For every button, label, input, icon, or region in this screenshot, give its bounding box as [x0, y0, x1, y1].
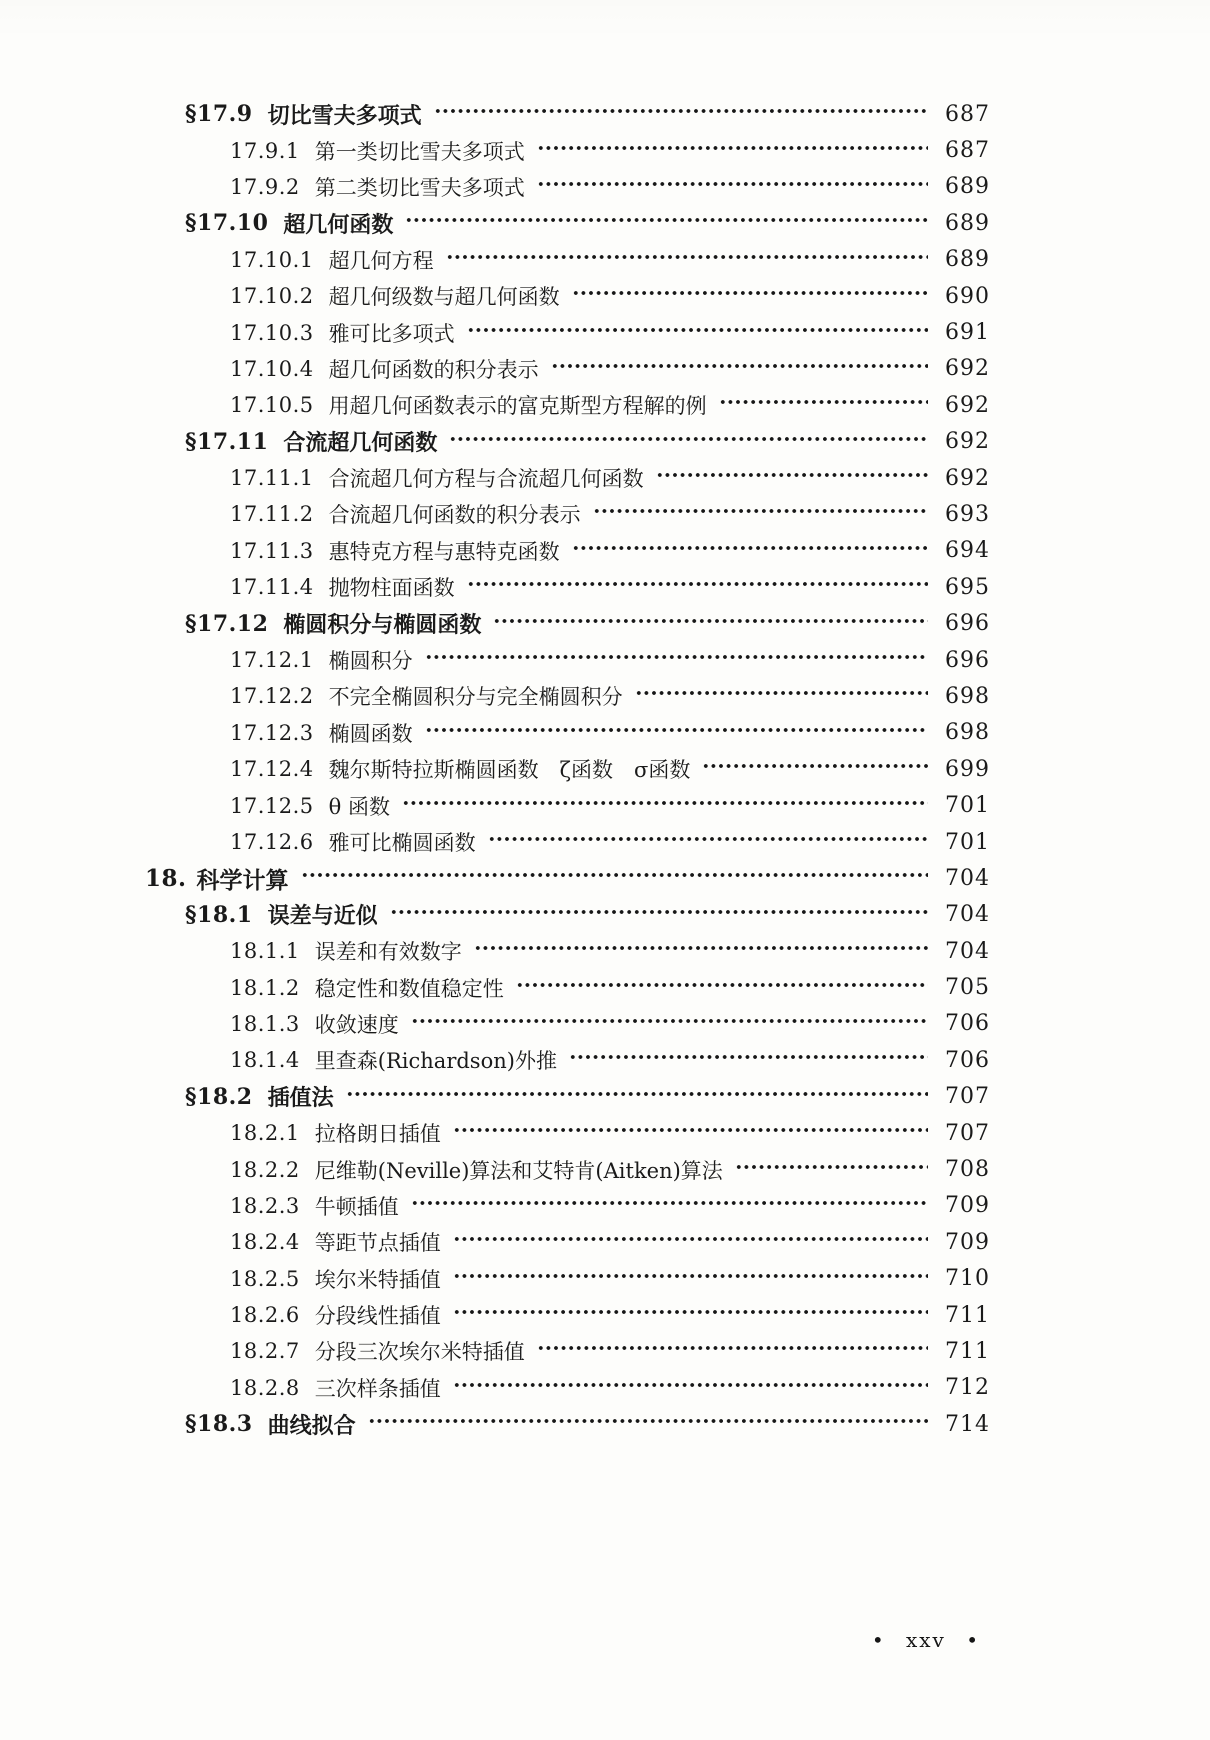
- toc-entry: [0, 1151, 1210, 1187]
- toc-entry-page: 689: [945, 174, 990, 200]
- toc-entry-page: 689: [945, 247, 990, 273]
- toc-entry: [0, 278, 1210, 314]
- toc-entry-number: 17.10.3: [230, 320, 314, 345]
- dot-leader: [537, 145, 928, 151]
- toc-entry-number: 18.2.4: [230, 1230, 300, 1255]
- toc-entry-number: 18.2.5: [230, 1266, 300, 1291]
- toc-entry-number: §17.9: [185, 101, 253, 128]
- toc-entry-title: 椭圆函数: [328, 721, 413, 746]
- toc-entry-page: 704: [945, 902, 990, 928]
- toc-entry: [0, 605, 1210, 641]
- toc-entry-title: 雅可比椭圆函数: [328, 831, 476, 855]
- toc-entry: [0, 1079, 1210, 1115]
- dot-leader: [434, 108, 928, 114]
- toc-entry: [0, 824, 1210, 860]
- toc-entry-number: 18.2.8: [230, 1375, 300, 1400]
- toc-entry-number: 17.12.2: [230, 684, 314, 709]
- dot-leader: [656, 472, 928, 478]
- toc-entry-title: 超几何函数: [283, 211, 394, 238]
- toc-entry-title: 插值法: [267, 1085, 334, 1112]
- toc-entry: [0, 1115, 1210, 1151]
- dot-leader: [368, 1418, 928, 1424]
- toc-entry: [0, 1261, 1210, 1297]
- page-number-footer: • xxv •: [871, 1628, 980, 1652]
- toc-entry-title: 分段线性插值: [314, 1304, 441, 1329]
- toc-entry-title: 误差和有效数字: [314, 940, 462, 965]
- dot-leader: [453, 1309, 928, 1315]
- toc-entry-title: 合流超几何函数的积分表示: [328, 503, 581, 528]
- toc-entry-title: 第一类切比雪夫多项式: [314, 139, 525, 164]
- toc-entry-page: 706: [945, 1011, 990, 1037]
- toc-entry-title: 拉格朗日插值: [314, 1122, 441, 1147]
- toc-entry: [0, 1006, 1210, 1042]
- dot-leader: [735, 1164, 928, 1170]
- toc-entry: [0, 351, 1210, 387]
- toc-entry: [0, 678, 1210, 714]
- toc-entry-title: 魏尔斯特拉斯椭圆函数 ζ函数 σ函数: [328, 758, 691, 783]
- dot-leader: [449, 436, 928, 442]
- toc-entry-title: 超几何级数与超几何函数: [328, 285, 560, 310]
- toc-entry: [0, 533, 1210, 569]
- toc-entry-page: 712: [945, 1375, 990, 1401]
- toc-entry-number: 17.12.6: [230, 830, 314, 854]
- dot-leader: [516, 982, 928, 988]
- dot-leader: [346, 1091, 928, 1097]
- toc-entry: [0, 387, 1210, 423]
- toc-entry-page: 687: [945, 101, 990, 127]
- toc-entry-number: 17.10.5: [230, 393, 314, 418]
- toc-entry-number: 17.10.4: [230, 356, 314, 381]
- toc-entry-number: 17.11.1: [230, 466, 314, 491]
- toc-entry-title: 不完全椭圆积分与完全椭圆积分: [328, 685, 623, 710]
- toc-entry: [0, 1333, 1210, 1369]
- toc-entry-title: 椭圆积分: [328, 649, 413, 674]
- toc-list: [0, 96, 1210, 1442]
- toc-entry: [0, 933, 1210, 969]
- toc-entry-title: 第二类切比雪夫多项式: [314, 175, 525, 200]
- toc-entry-page: 701: [945, 793, 990, 819]
- dot-leader: [702, 763, 928, 769]
- toc-entry-number: §17.10: [185, 210, 269, 237]
- toc-entry-page: 692: [945, 465, 990, 491]
- toc-entry-number: 17.9.2: [230, 174, 300, 199]
- toc-entry-page: 692: [945, 429, 990, 455]
- toc-entry-page: 707: [945, 1120, 990, 1146]
- toc-entry-number: 18.1.2: [230, 975, 300, 1000]
- toc-entry: [0, 1370, 1210, 1406]
- toc-entry-title: 等距节点插值: [314, 1231, 441, 1256]
- dot-leader: [593, 508, 928, 514]
- toc-entry-number: 18.2.6: [230, 1303, 300, 1328]
- toc-entry-title: 牛顿插值: [314, 1194, 399, 1219]
- toc-entry-title: 抛物柱面函数: [328, 576, 455, 601]
- toc-entry: [0, 897, 1210, 933]
- toc-entry-number: 18.2.1: [230, 1121, 300, 1146]
- toc-entry: [0, 1224, 1210, 1260]
- dot-leader: [453, 1273, 928, 1279]
- toc-entry: [0, 205, 1210, 241]
- toc-entry-number: §17.12: [185, 610, 269, 637]
- toc-entry-page: 694: [945, 538, 990, 564]
- toc-entry-number: 17.12.5: [230, 793, 314, 818]
- dot-leader: [551, 363, 928, 369]
- toc-entry-title: 埃尔米特插值: [314, 1267, 441, 1292]
- toc-entry: [0, 642, 1210, 678]
- toc-entry-number: 18.2.3: [230, 1193, 300, 1218]
- toc-entry: [0, 860, 1210, 896]
- toc-entry-page: 705: [945, 975, 990, 1001]
- toc-entry: [0, 424, 1210, 460]
- toc-entry: [0, 96, 1210, 132]
- toc-entry-page: 706: [945, 1047, 990, 1073]
- toc-entry-title: 里查森(Richardson)外推: [314, 1049, 557, 1074]
- dot-leader: [572, 545, 928, 551]
- toc-entry-page: 707: [945, 1084, 990, 1110]
- toc-entry-title: 曲线拟合: [267, 1412, 356, 1439]
- toc-entry: [0, 1406, 1210, 1442]
- toc-entry: [0, 496, 1210, 532]
- toc-entry-page: 708: [945, 1157, 990, 1183]
- toc-entry: [0, 715, 1210, 751]
- toc-entry-page: 711: [945, 1302, 990, 1328]
- toc-entry: [0, 569, 1210, 605]
- toc-entry-title: 超几何函数的积分表示: [328, 357, 539, 382]
- toc-entry-page: 704: [945, 865, 990, 891]
- toc-entry-page: 689: [945, 210, 990, 236]
- dot-leader: [425, 654, 928, 660]
- toc-entry: [0, 460, 1210, 496]
- toc-entry-number: 17.11.4: [230, 575, 314, 600]
- toc-entry: [0, 1188, 1210, 1224]
- toc-entry-title: 用超几何函数表示的富克斯型方程解的例: [328, 394, 707, 419]
- toc-entry-page: 696: [945, 647, 990, 673]
- toc-entry-number: 18.1.4: [230, 1048, 300, 1073]
- toc-entry-title: 椭圆积分与椭圆函数: [283, 612, 482, 639]
- toc-entry-title: 稳定性和数值稳定性: [314, 976, 504, 1001]
- dot-leader: [411, 1018, 928, 1024]
- toc-entry-title: 合流超几何方程与合流超几何函数: [328, 467, 644, 492]
- toc-entry-title: 切比雪夫多项式: [267, 102, 422, 129]
- toc-entry-number: 18.: [145, 864, 187, 892]
- toc-entry-page: 714: [945, 1411, 990, 1437]
- dot-leader: [572, 290, 928, 296]
- dot-leader: [301, 872, 928, 878]
- dot-leader: [446, 254, 928, 260]
- dot-leader: [467, 327, 928, 333]
- dot-leader: [569, 1054, 928, 1060]
- toc-entry-title: 收敛速度: [314, 1012, 399, 1037]
- toc-entry-number: 17.11.2: [230, 502, 314, 527]
- toc-entry-number: §18.1: [185, 901, 253, 928]
- toc-entry: [0, 132, 1210, 168]
- toc-entry-number: 18.1.1: [230, 939, 300, 964]
- toc-entry-number: 18.2.2: [230, 1157, 300, 1182]
- dot-leader: [474, 945, 928, 951]
- toc-entry-page: 701: [945, 829, 990, 855]
- toc-entry-title: 尼维勒(Neville)算法和艾特肯(Aitken)算法: [314, 1158, 723, 1183]
- dot-leader: [635, 690, 928, 696]
- dot-leader: [537, 1345, 928, 1351]
- toc-entry-number: 17.12.1: [230, 648, 314, 673]
- dot-leader: [537, 181, 928, 187]
- dot-leader: [719, 399, 928, 405]
- toc-entry-page: 695: [945, 574, 990, 600]
- toc-entry: [0, 1042, 1210, 1078]
- dot-leader: [467, 581, 928, 587]
- toc-entry-number: 17.11.3: [230, 538, 314, 563]
- toc-entry: [0, 787, 1210, 823]
- toc-entry-number: 17.10.1: [230, 247, 314, 272]
- toc-entry-title: 合流超几何函数: [283, 430, 438, 457]
- toc-entry-page: 687: [945, 138, 990, 164]
- toc-entry: [0, 169, 1210, 205]
- toc-entry-number: §17.11: [185, 428, 269, 455]
- toc-entry-page: 693: [945, 501, 990, 527]
- toc-entry-title: 误差与近似: [267, 903, 378, 930]
- toc-entry-page: 698: [945, 720, 990, 746]
- toc-entry-page: 704: [945, 938, 990, 964]
- toc-entry-title: 分段三次埃尔米特插值: [314, 1340, 525, 1365]
- toc-entry-number: 17.12.4: [230, 757, 314, 782]
- toc-entry-page: 709: [945, 1193, 990, 1219]
- toc-entry-page: 710: [945, 1266, 990, 1292]
- toc-entry-page: 692: [945, 356, 990, 382]
- toc-entry-page: 699: [945, 756, 990, 782]
- dot-leader: [425, 727, 928, 733]
- toc-entry-title: 惠特克方程与惠特克函数: [328, 539, 560, 564]
- toc-entry-number: 18.2.7: [230, 1339, 300, 1364]
- toc-entry-title: 雅可比多项式: [328, 321, 455, 346]
- toc-entry-title: 超几何方程: [328, 248, 434, 273]
- toc-entry-page: 692: [945, 392, 990, 418]
- toc-entry: [0, 751, 1210, 787]
- toc-entry-page: 690: [945, 283, 990, 309]
- toc-entry-page: 691: [945, 320, 990, 346]
- toc-entry-number: 18.1.3: [230, 1011, 300, 1036]
- dot-leader: [405, 217, 928, 223]
- toc-entry-page: 698: [945, 683, 990, 709]
- dot-leader: [411, 1200, 928, 1206]
- toc-entry-page: 696: [945, 611, 990, 637]
- toc-entry-page: 709: [945, 1229, 990, 1255]
- toc-entry: [0, 314, 1210, 350]
- dot-leader: [402, 800, 928, 806]
- toc-entry: [0, 242, 1210, 278]
- toc-entry-title: θ 函数: [328, 794, 390, 819]
- toc-entry: [0, 969, 1210, 1005]
- dot-leader: [453, 1382, 928, 1388]
- toc-entry-number: 17.9.1: [230, 138, 300, 163]
- toc-entry: [0, 1297, 1210, 1333]
- toc-entry-page: 711: [945, 1338, 990, 1364]
- toc-entry-number: §18.2: [185, 1083, 253, 1110]
- dot-leader: [493, 618, 928, 624]
- dot-leader: [488, 836, 928, 842]
- toc-entry-title: 三次样条插值: [314, 1376, 441, 1401]
- dot-leader: [453, 1127, 928, 1133]
- toc-entry-number: 17.10.2: [230, 284, 314, 309]
- toc-entry-number: 17.12.3: [230, 720, 314, 745]
- toc-entry-number: §18.3: [185, 1411, 253, 1438]
- dot-leader: [453, 1236, 928, 1242]
- dot-leader: [390, 909, 928, 915]
- toc-entry-title: 科学计算: [196, 866, 289, 894]
